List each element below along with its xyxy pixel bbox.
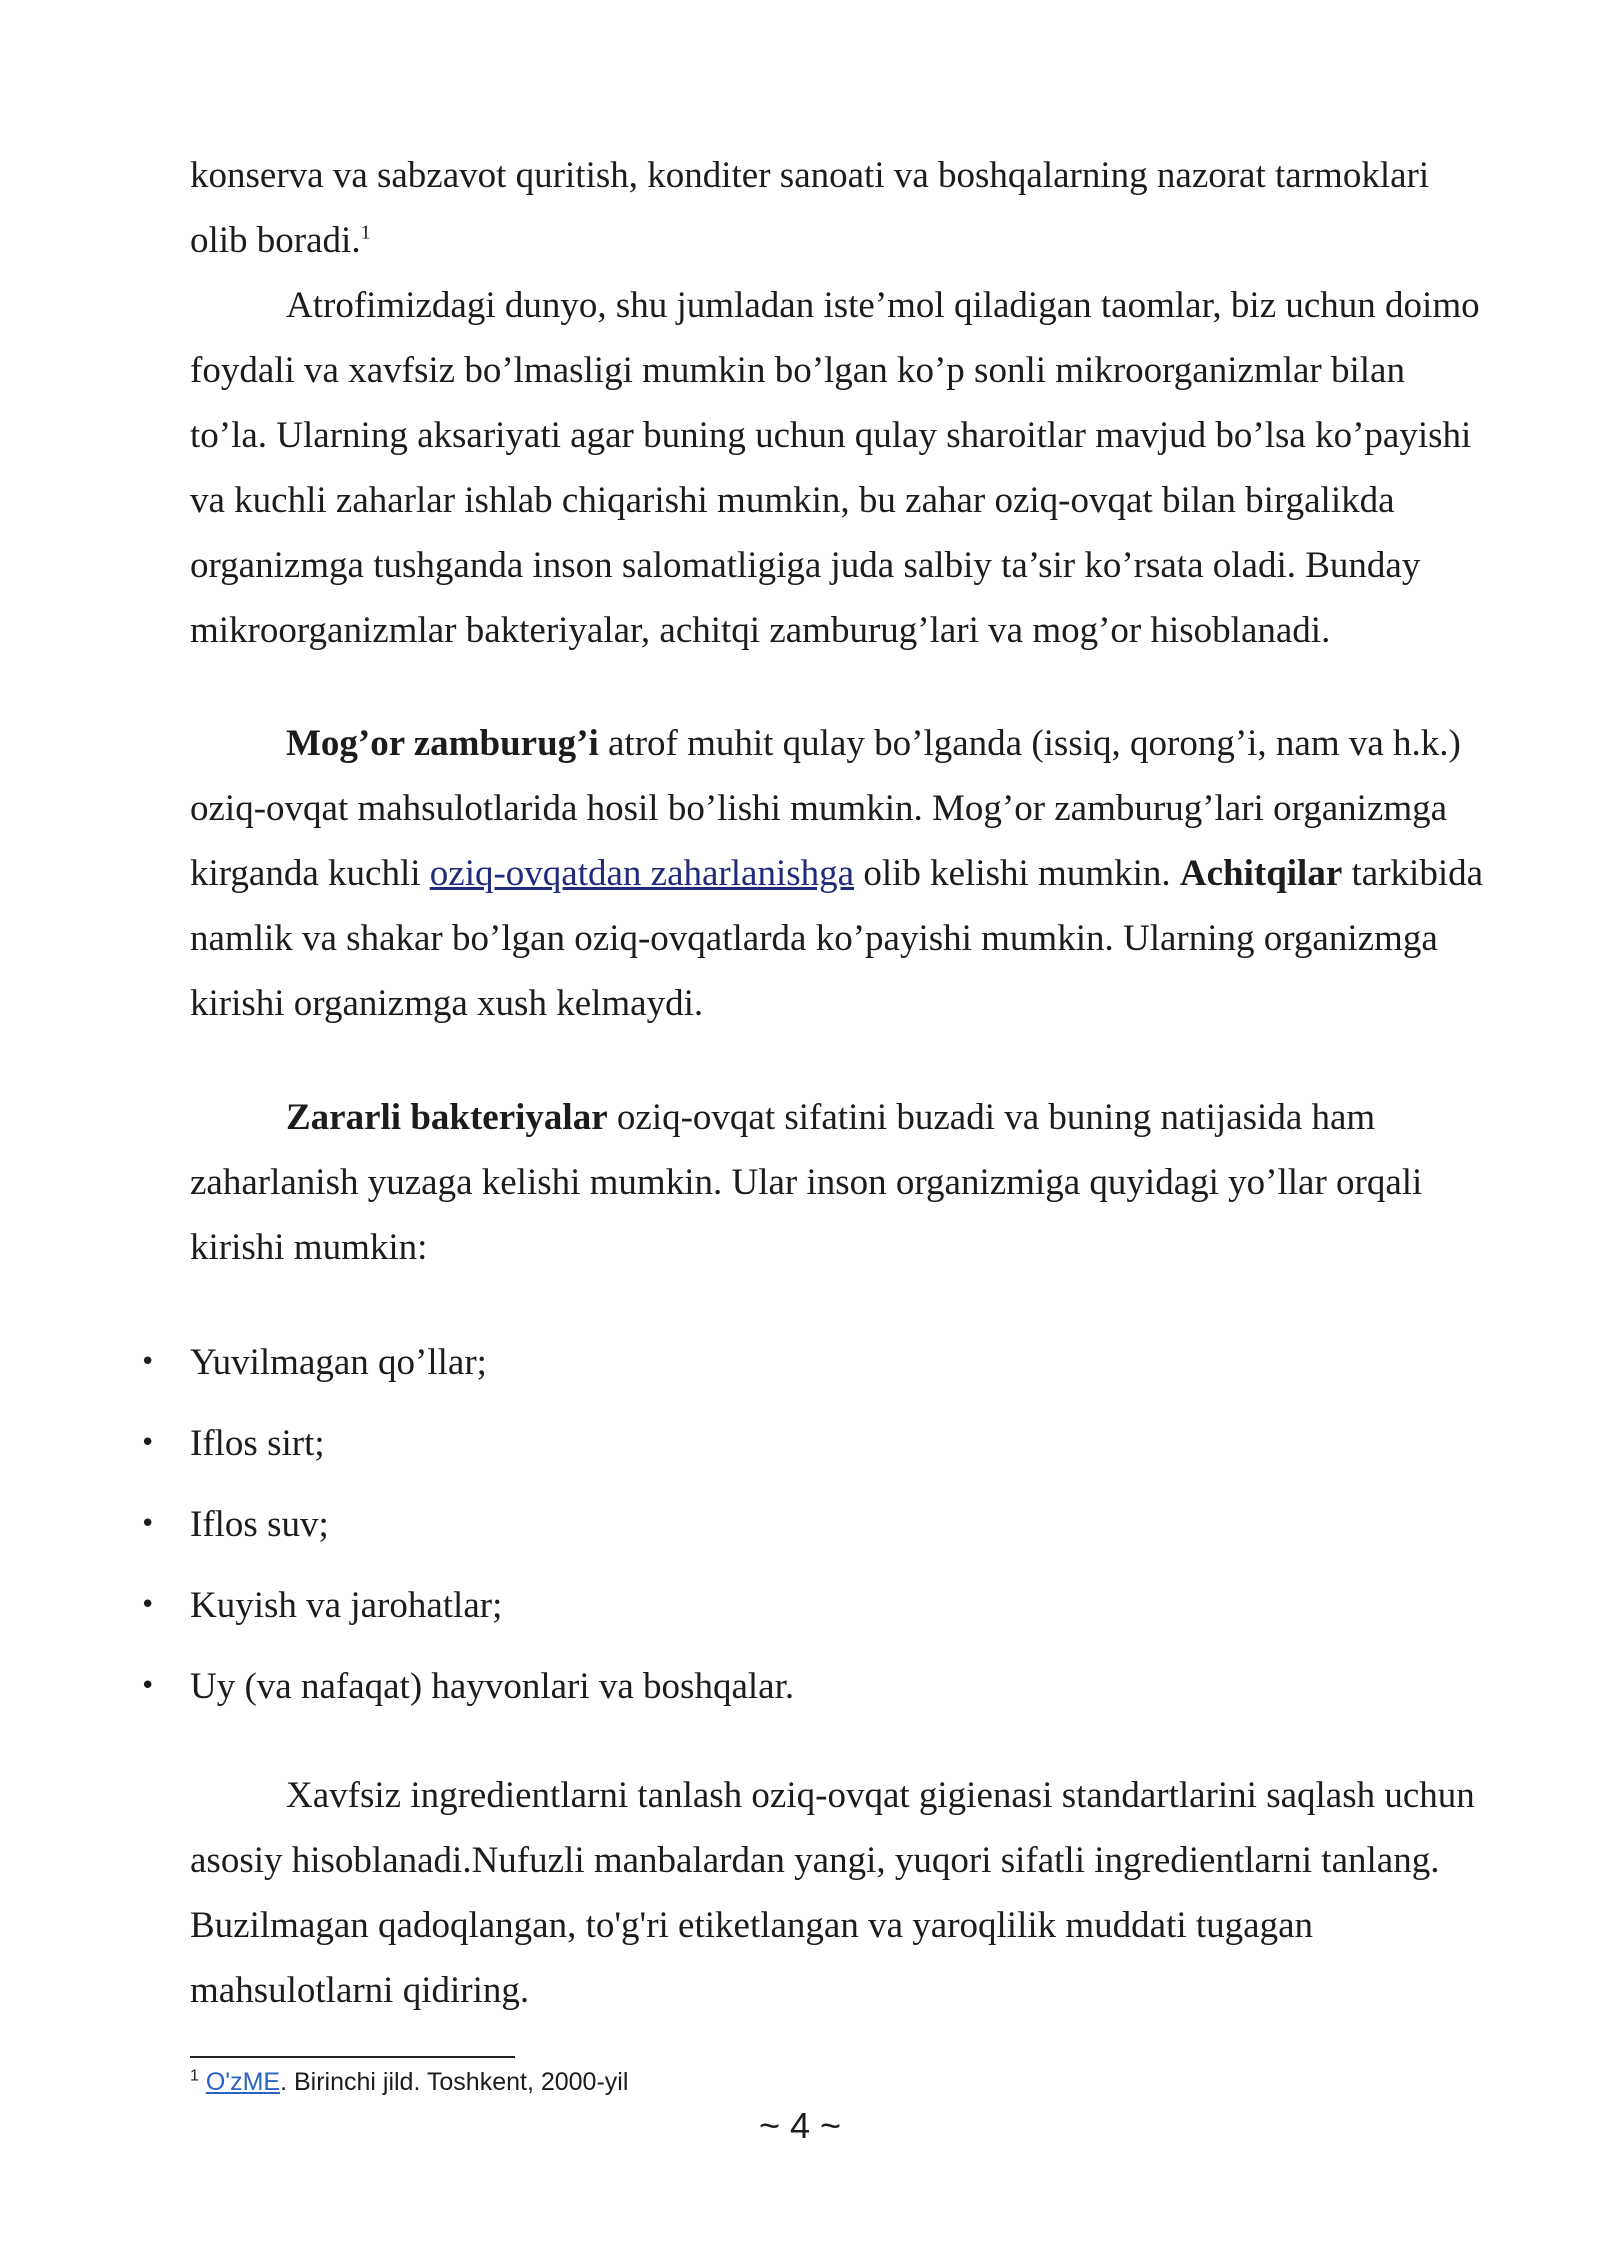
bullet-icon: • [140, 1347, 156, 1377]
list-item: • Yuvilmagan qo’llar; [0, 1322, 1600, 1403]
footnote-reference[interactable]: 1 [360, 221, 371, 244]
footnote-source-link[interactable]: O'zME [205, 2068, 281, 2096]
intro-text: konserva va sabzavot quritish, konditer sanoati va boshqalarning nazorat tarmoklari olib boradi. [190, 155, 1430, 261]
ingredients-paragraph [190, 1763, 1490, 2023]
bullet-icon: • [140, 1428, 156, 1458]
ingredients-text: Xavfsiz ingredientlarni tanlash oziq-ovqat gigienasi standartlarini saqlash uchun asosiy hisoblanadi.Nufuzli manbalardan yangi, yuqori sifatli ingredientlarni tanlang. Buzilmagan qadoqlangan, to'g'ri etiketlangan va yaroqlilik muddati tugagan mahsulotlarni qidiring. [190, 1775, 1475, 2011]
bacteria-text: oziq-ovqat sifatini buzadi va buning natijasida ham zaharlanish yuzaga kelishi mumkin. Ular inson organizmiga quyidagi yo’llar orqali kirishi mumkin: [190, 1097, 1423, 1268]
list-item: • Iflos sirt; [0, 1403, 1600, 1484]
mold-text-1: atrof muhit qulay bo’lganda (issiq, qorong’i, nam va h.k.) oziq-ovqat mahsulotlarida hosil bo’lishi mumkin. Mog’or zamburug’lari organizmga kirganda kuchli [190, 723, 1461, 894]
microorganisms-paragraph [190, 273, 1490, 663]
list-item: • Iflos suv; [0, 1484, 1600, 1565]
mold-text-3: tarkibida namlik va shakar bo’lgan oziq-ovqatlarda ko’payishi mumkin. Ularning organizmga kirishi organizmga xush kelmaydi. [190, 853, 1484, 1024]
mold-text-2: olib kelishi mumkin. [854, 853, 1180, 894]
intro-paragraph [190, 143, 1490, 273]
footnote [190, 2066, 628, 2098]
mold-paragraph [190, 711, 1490, 1036]
list-item: • Uy (va nafaqat) hayvonlari va boshqalar. [0, 1646, 1600, 1727]
microorganisms-text: Atrofimizdagi dunyo, shu jumladan iste’mol qiladigan taomlar, biz uchun doimo foydali va xavfsiz bo’lmasligi mumkin bo’lgan ko’p sonli mikroorganizmlar bilan to’la. Ularning aksariyati agar buning uchun qulay sharoitlar mavjud bo’lsa ko’payishi va kuchli zaharlar ishlab chiqarishi mumkin, bu zahar oziq-ovqat bilan birgalikda organizmga tushganda inson salomatligiga juda salbiy ta’sir ko’rsata oladi. Bunday mikroorganizmlar bakteriyalar, achitqi zamburug’lari va mog’or hisoblanadi. [190, 285, 1480, 651]
bullet-icon: • [140, 1509, 156, 1539]
mold-term: Mog’or zamburug’i [286, 723, 599, 764]
yeast-term: Achitqilar [1179, 853, 1343, 894]
list-item: • Kuyish va jarohatlar; [0, 1565, 1600, 1646]
footnote-text: . Birinchi jild. Toshkent, 2000-yil [280, 2068, 629, 2096]
food-poisoning-link[interactable]: oziq-ovqatdan zaharlanishga [429, 853, 855, 894]
bacteria-term: Zararli bakteriyalar [286, 1097, 608, 1138]
bullet-icon: • [140, 1671, 156, 1701]
bullet-icon: • [140, 1590, 156, 1620]
bacteria-paragraph [190, 1085, 1490, 1280]
footnote-mark: 1 [190, 2067, 199, 2085]
footnote-separator [190, 2056, 515, 2058]
transmission-routes-list [0, 1322, 1600, 1727]
page-number: ~ 4 ~ [758, 2105, 842, 2146]
